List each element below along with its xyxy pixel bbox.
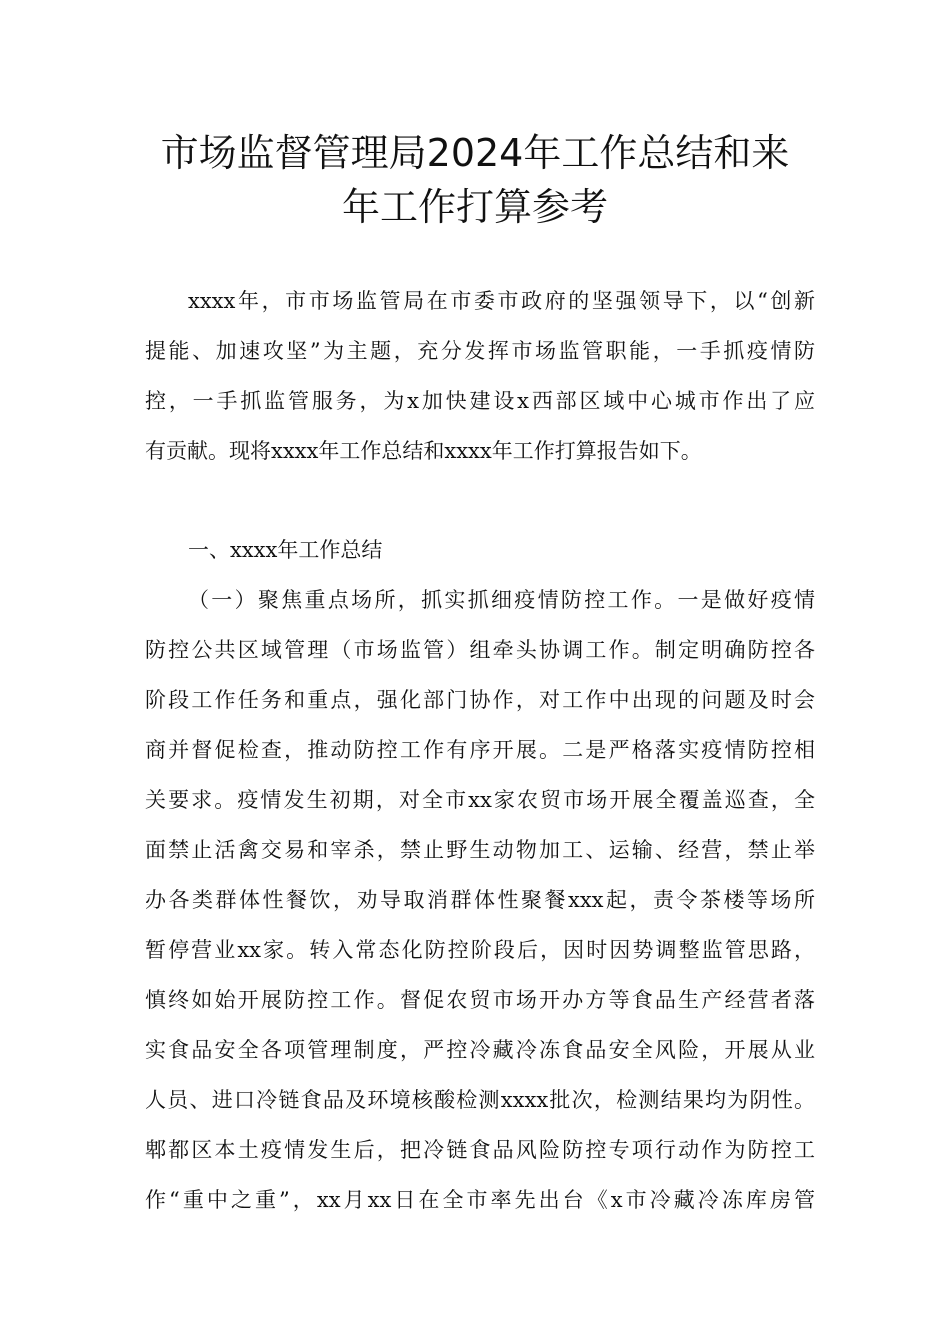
section-paragraph-line: 实食品安全各项管理制度，严控冷藏冷冻食品安全风险，开展从业 xyxy=(145,1038,815,1062)
document-title-line-2: 年工作打算参考 xyxy=(341,185,608,229)
section-paragraph-line: 防控公共区域管理（市场监管）组牵头协调工作。制定明确防控各 xyxy=(145,638,815,662)
section-paragraph-line: 面禁止活禽交易和宰杀，禁止野生动物加工、运输、经营，禁止举 xyxy=(145,838,815,862)
section-paragraph-line: （一）聚焦重点场所，抓实抓细疫情防控工作。一是做好疫情 xyxy=(188,588,815,612)
intro-paragraph-line: xxxx年，市市场监管局在市委市政府的坚强领导下，以“创新 xyxy=(188,289,815,313)
section-paragraph-line: 作“重中之重”，xx月xx日在全市率先出台《x市冷藏冷冻库房管 xyxy=(145,1188,815,1212)
section-paragraph-line: 商并督促检查，推动防控工作有序开展。二是严格落实疫情防控相 xyxy=(145,738,815,762)
section-paragraph-line: 办各类群体性餐饮，劝导取消群体性聚餐xxx起，责令茶楼等场所 xyxy=(145,888,815,912)
section-paragraph-line: 阶段工作任务和重点，强化部门协作，对工作中出现的问题及时会 xyxy=(145,688,815,712)
section-paragraph-line: 关要求。疫情发生初期，对全市xx家农贸市场开展全覆盖巡查，全 xyxy=(145,788,815,812)
section-heading: 一、xxxx年工作总结 xyxy=(188,538,383,562)
intro-paragraph-line: 有贡献。现将xxxx年工作总结和xxxx年工作打算报告如下。 xyxy=(145,439,702,463)
section-paragraph-line: 慎终如始开展防控工作。督促农贸市场开办方等食品生产经营者落 xyxy=(145,988,815,1012)
section-paragraph-line: 人员、进口冷链食品及环境核酸检测xxxx批次，检测结果均为阴性。 xyxy=(145,1088,815,1112)
section-paragraph-line: 郫都区本土疫情发生后，把冷链食品风险防控专项行动作为防控工 xyxy=(145,1138,815,1162)
intro-paragraph-line: 提能、加速攻坚”为主题，充分发挥市场监管职能，一手抓疫情防 xyxy=(145,339,815,363)
section-paragraph-line: 暂停营业xx家。转入常态化防控阶段后，因时因势调整监管思路， xyxy=(145,938,815,962)
document-title-line-1: 市场监督管理局2024年工作总结和来 xyxy=(160,131,790,175)
intro-paragraph-line: 控，一手抓监管服务，为x加快建设x西部区域中心城市作出了应 xyxy=(145,389,815,413)
